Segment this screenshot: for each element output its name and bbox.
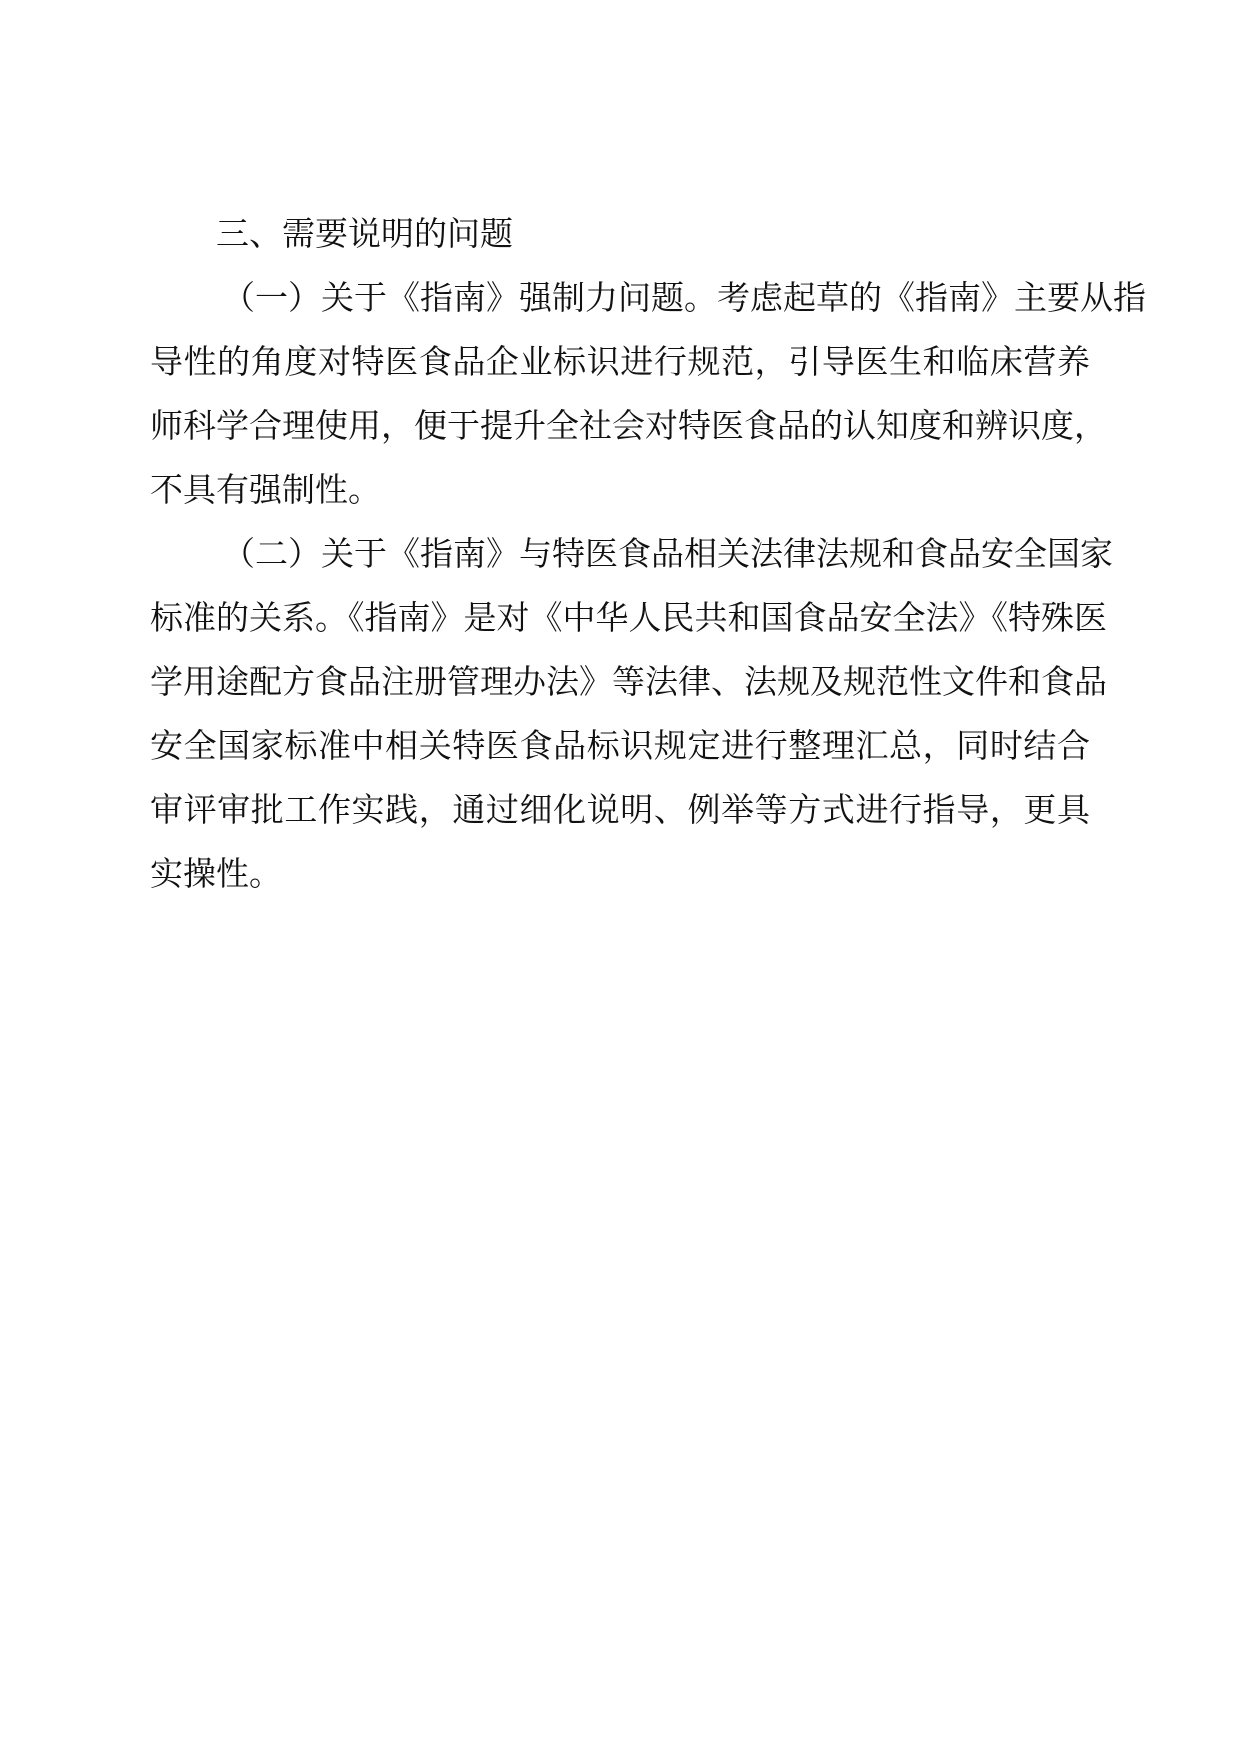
paragraph-1-line-3: 师科学合理使用，便于提升全社会对特医食品的认知度和辨识度，	[150, 406, 1107, 445]
paragraph-2-line-1: （二）关于《指南》与特医食品相关法律法规和食品安全国家	[222, 534, 1113, 573]
paragraph-2-line-4: 安全国家标准中相关特医食品标识规定进行整理汇总，同时结合	[150, 726, 1090, 765]
document-body	[150, 202, 1146, 906]
paragraph-1-line-2: 导性的角度对特医食品企业标识进行规范，引导医生和临床营养	[150, 342, 1090, 381]
paragraph-1-line-1: （一）关于《指南》强制力问题。考虑起草的《指南》主要从指	[222, 278, 1146, 317]
paragraph-2-line-2: 标准的关系。《指南》是对《中华人民共和国食品安全法》《特殊医	[150, 598, 1107, 637]
paragraph-2	[150, 522, 1113, 906]
paragraph-2-line-3: 学用途配方食品注册管理办法》等法律、法规及规范性文件和食品	[150, 662, 1107, 701]
paragraph-1-line-4: 不具有强制性。	[150, 470, 381, 509]
paragraph-1	[150, 266, 1146, 522]
paragraph-2-line-5: 审评审批工作实践，通过细化说明、例举等方式进行指导，更具	[150, 790, 1090, 829]
section-heading: 三、需要说明的问题	[216, 214, 513, 253]
paragraph-2-line-6: 实操性。	[150, 854, 282, 893]
